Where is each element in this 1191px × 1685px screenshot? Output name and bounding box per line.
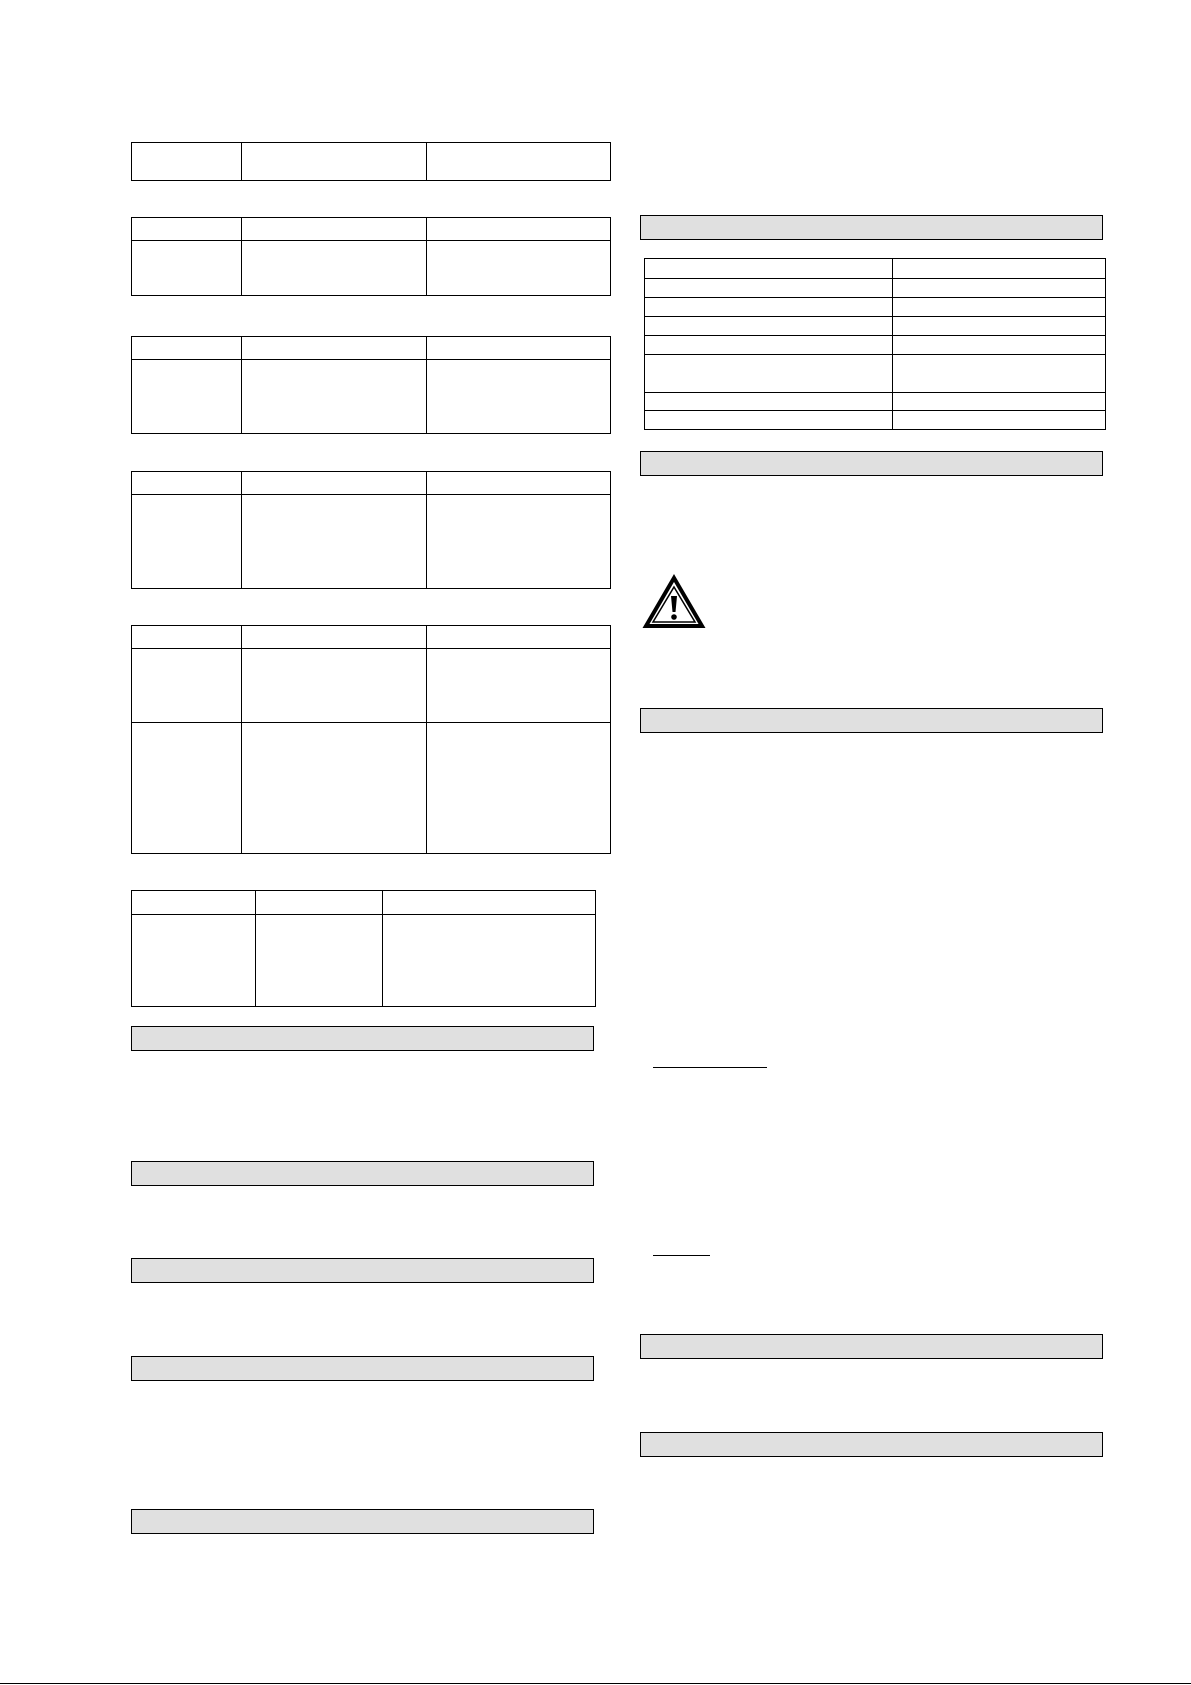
- section-header-bar: [131, 1026, 594, 1051]
- table-6: [131, 890, 596, 1007]
- section-header-bar: [640, 451, 1103, 476]
- table-1: [131, 142, 611, 181]
- underline-rule: [653, 1255, 710, 1256]
- table-4: [131, 471, 611, 589]
- section-header-bar: [640, 1334, 1103, 1359]
- section-header-bar: [131, 1161, 594, 1186]
- section-header-bar: [131, 1509, 594, 1534]
- section-header-bar: [131, 1258, 594, 1283]
- page-bottom-edge: [0, 1683, 1191, 1684]
- underline-rule: [653, 1067, 767, 1068]
- section-header-bar: [640, 708, 1103, 733]
- section-header-bar: [131, 1356, 594, 1381]
- warning-icon: [642, 574, 706, 630]
- spec-table: [644, 258, 1106, 430]
- table-5: [131, 625, 611, 854]
- section-header-bar: [640, 215, 1103, 240]
- section-header-bar: [640, 1432, 1103, 1457]
- table-3: [131, 336, 611, 434]
- table-2: [131, 217, 611, 296]
